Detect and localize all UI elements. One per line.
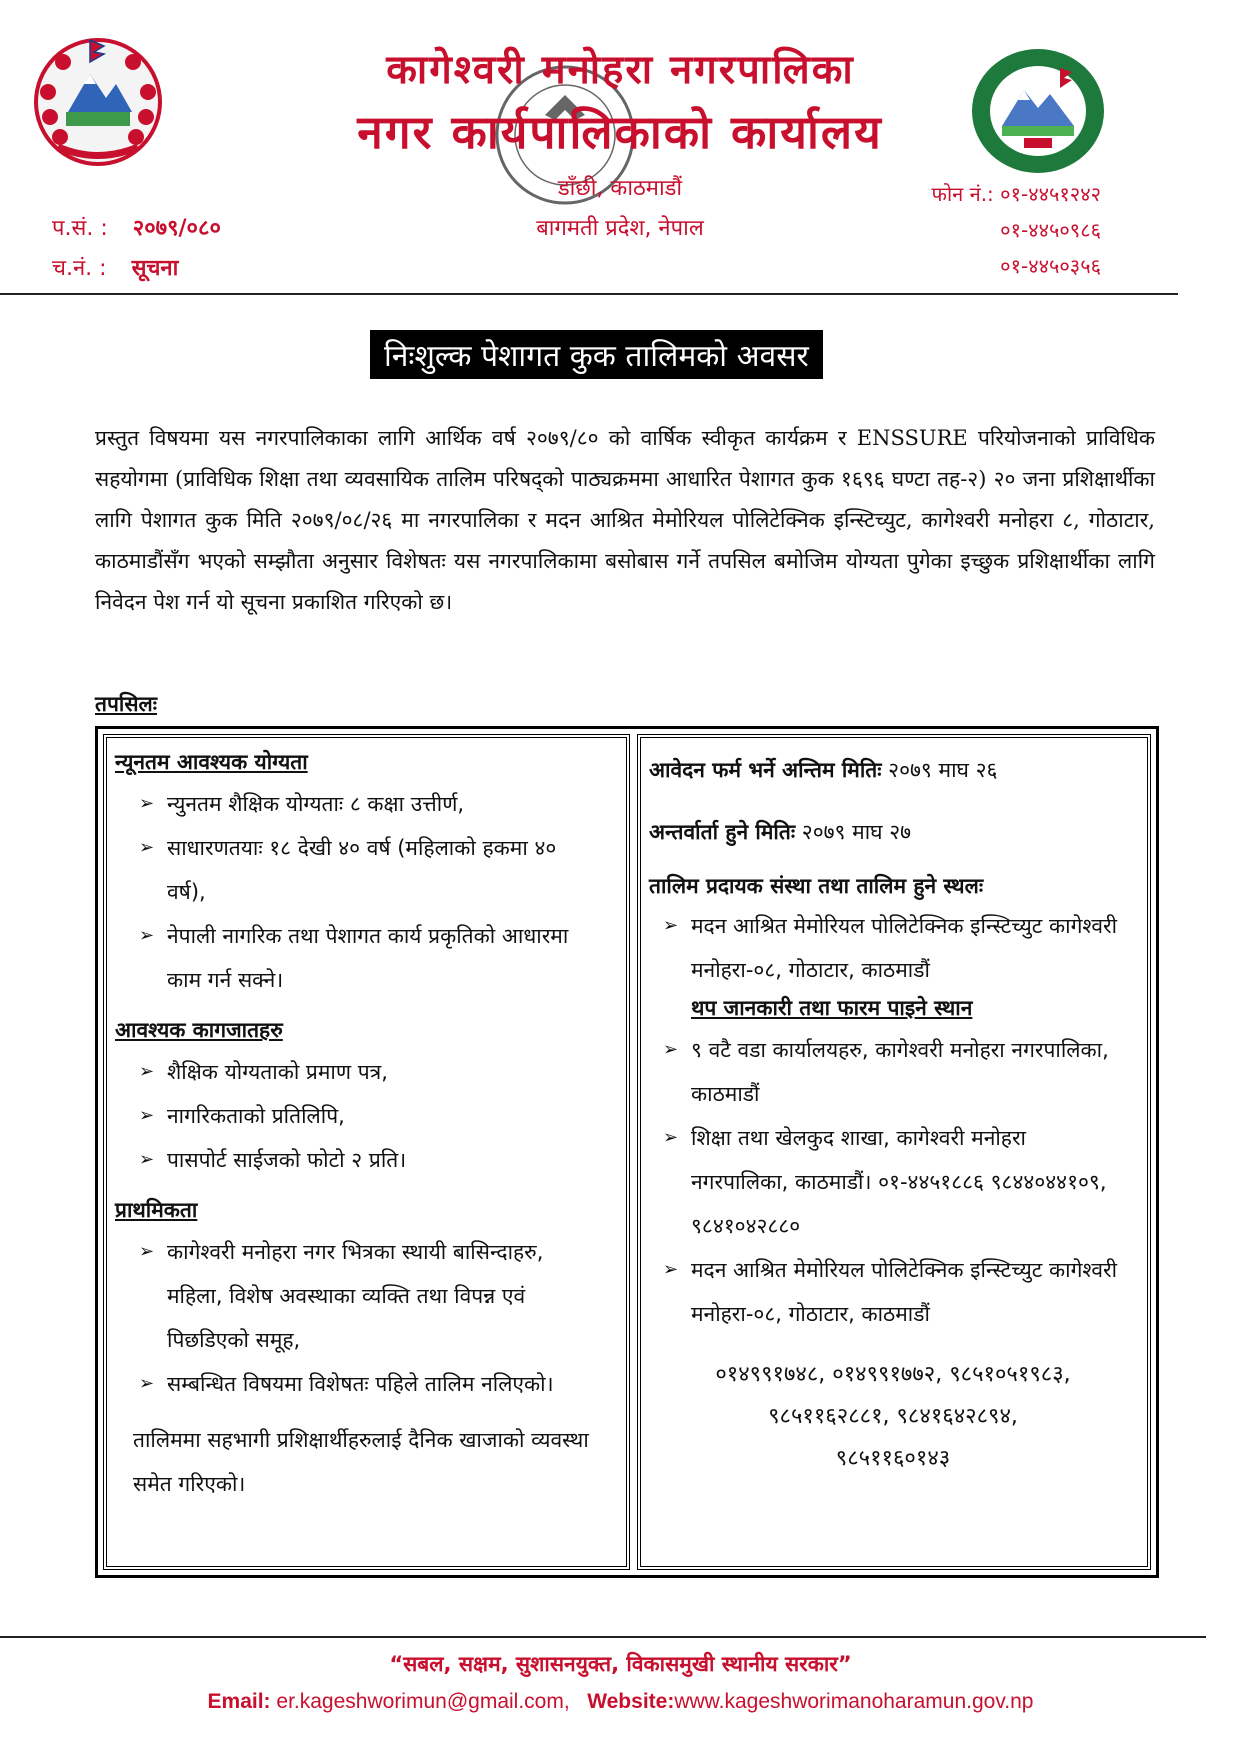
venue-heading: तालिम प्रदायक संस्था तथा तालिम हुने स्थलः <box>649 874 984 898</box>
arrow-bullet-icon: ➢ <box>139 837 155 858</box>
arrow-bullet-icon: ➢ <box>139 1105 155 1126</box>
slogan: “सबल, सक्षम, सुशासनयुक्त, विकासमुखी स्थानीय सरकार” <box>389 1652 852 1676</box>
phone-label: फोन नं.: <box>931 182 994 206</box>
tapasil-heading: तपसिलः <box>95 692 158 716</box>
arrow-bullet-icon: ➢ <box>139 1241 155 1262</box>
website-label: Website: <box>587 1690 675 1713</box>
deadline-row <box>649 748 1137 792</box>
list-item: ➢ मदन आश्रित मेमोरियल पोलिटेक्निक इन्स्टिच्युट कागेश्वरी मनोहरा-०८, गोठाटार, काठमाडौं <box>649 904 1137 992</box>
arrow-bullet-icon: ➢ <box>139 793 155 814</box>
email-label: Email: <box>207 1690 271 1713</box>
email-link[interactable]: er.kageshworimun@gmail.com, <box>276 1690 570 1713</box>
website-link[interactable]: www.kageshworimanoharamun.gov.np <box>674 1690 1034 1713</box>
qualification-heading: न्यूनतम आवश्यक योग्यता <box>115 750 308 774</box>
ps-label: प.सं. : <box>52 216 108 241</box>
office-location: डाँछी, काठमाडौं <box>557 176 683 201</box>
phone-numbers-line-1: ०१४९९१७४८, ०१४९९१७७२, ९८५१०५१९८३, <box>715 1362 1071 1387</box>
list-item: ➢ कागेश्वरी मनोहरा नगर भित्रका स्थायी बासिन्दाहरु, महिला, विशेष अवस्थाका व्यक्ति तथा विपन्न एवं पिछडिएको समूह, <box>115 1230 616 1362</box>
contact-phone-numbers <box>649 1354 1137 1480</box>
info-heading: थप जानकारी तथा फारम पाइने स्थान <box>691 996 973 1020</box>
ps-value: २०७९/०८० <box>132 216 221 241</box>
list-item: ➢ शिक्षा तथा खेलकुद शाखा, कागेश्वरी मनोहरा नगरपालिका, काठमाडौं। ०१-४४५१८८६ ९८४४०४४१०९, ९८४१०४२८८० <box>649 1116 1137 1248</box>
phone-2: ०१-४४५०९८६ <box>1000 218 1101 242</box>
phone-line-1 <box>932 180 1101 207</box>
list-item: ➢ न्युनतम शैक्षिक योग्यताः ८ कक्षा उत्तीर्ण, <box>115 782 616 826</box>
interview-row <box>649 810 1137 854</box>
interview-label: अन्तर्वार्ता हुने मितिः <box>649 820 796 844</box>
municipality-name: कागेश्वरी मनोहरा नगरपालिका <box>386 47 855 93</box>
header-divider <box>0 293 1178 295</box>
list-item: ➢ मदन आश्रित मेमोरियल पोलिटेक्निक इन्स्टिच्युट कागेश्वरी मनोहरा-०८, गोठाटार, काठमाडौं <box>649 1248 1137 1336</box>
list-item: ➢ नेपाली नागरिक तथा पेशागत कार्य प्रकृतिको आधारमा काम गर्न सक्ने। <box>115 914 616 1002</box>
arrow-bullet-icon: ➢ <box>139 1373 155 1394</box>
footer-contact <box>0 1690 1241 1714</box>
list-item: ➢ पासपोर्ट साईजको फोटो २ प्रति। <box>115 1138 616 1182</box>
office-province: बागमती प्रदेश, नेपाल <box>536 216 704 241</box>
list-item: ➢ साधारणतयाः १८ देखी ४० वर्ष (महिलाको हकमा ४० वर्ष), <box>115 826 616 914</box>
office-name: नगर कार्यपालिकाको कार्यालय <box>357 105 883 159</box>
documents-heading: आवश्यक कागजातहरु <box>115 1018 283 1042</box>
left-column <box>103 734 630 1570</box>
arrow-bullet-icon: ➢ <box>139 1061 155 1082</box>
phone-numbers-line-2: ९८५११६२८८१, ९८४१६४२८९४, <box>768 1404 1018 1429</box>
interview-value: २०७९ माघ २७ <box>801 820 912 844</box>
chn-value: सूचना <box>131 256 179 281</box>
priority-heading: प्राथमिकता <box>115 1198 198 1222</box>
list-item: ➢ शैक्षिक योग्यताको प्रमाण पत्र, <box>115 1050 616 1094</box>
phone-1: ०१-४४५१२४२ <box>1000 182 1101 206</box>
list-item: ➢ नागरिकताको प्रतिलिपि, <box>115 1094 616 1138</box>
notice-intro: प्रस्तुत विषयमा यस नगरपालिकाका लागि आर्थिक वर्ष २०७९/८० को वार्षिक स्वीकृत कार्यक्रम र ENSSURE परियोजनाको प्राविधिक सहयोगमा (प्राविधिक शिक्षा तथा व्यवसायिक तालिम परिषद्को पाठ्यक्रममा आधारित पेशागत कुक १६९६ घण्टा तह-२) २० जना प्रशिक्षार्थीका लागि पेशागत कुक मिति २०७९/०८/२६ मा नगरपालिका र मदन आश्रित मेमोरियल पोलिटेक्निक इन्स्टिच्युट, कागेश्वरी मनोहरा ८, गोठाटार, काठमाडौंसँग भएको सम्झौता अनुसार विशेषतः यस नगरपालिकामा बसोबास गर्ने तपसिल बमोजिम योग्यता पुगेका इच्छुक प्रशिक्षार्थीका लागि निवेदन पेश गर्न यो सूचना प्रकाशित गरिएको छ। <box>95 426 1155 614</box>
chalani-number <box>52 252 178 282</box>
deadline-label: आवेदन फर्म भर्ने अन्तिम मितिः <box>649 758 882 782</box>
arrow-bullet-icon: ➢ <box>139 925 155 946</box>
notice-title: निःशुल्क पेशागत कुक तालिमको अवसर <box>370 330 823 379</box>
chn-label: च.नं. : <box>52 256 107 281</box>
arrow-bullet-icon: ➢ <box>663 1127 679 1148</box>
arrow-bullet-icon: ➢ <box>663 915 679 936</box>
right-column <box>637 734 1151 1570</box>
arrow-bullet-icon: ➢ <box>663 1039 679 1060</box>
arrow-bullet-icon: ➢ <box>663 1259 679 1280</box>
arrow-bullet-icon: ➢ <box>139 1149 155 1170</box>
lunch-note: तालिममा सहभागी प्रशिक्षार्थीहरुलाई दैनिक खाजाको व्यवस्था समेत गरिएको। <box>133 1428 589 1496</box>
phone-numbers-line-3: ९८५११६०१४३ <box>835 1446 951 1471</box>
list-item: ➢ ९ वटै वडा कार्यालयहरु, कागेश्वरी मनोहरा नगरपालिका, काठमाडौं <box>649 1028 1137 1116</box>
phone-3: ०१-४४५०३५६ <box>1000 254 1101 278</box>
list-item: ➢ सम्बन्धित विषयमा विशेषतः पहिले तालिम नलिएको। <box>115 1362 616 1406</box>
patra-sankhya <box>52 212 221 242</box>
footer-divider <box>0 1636 1206 1638</box>
deadline-value: २०७९ माघ २६ <box>888 758 998 782</box>
